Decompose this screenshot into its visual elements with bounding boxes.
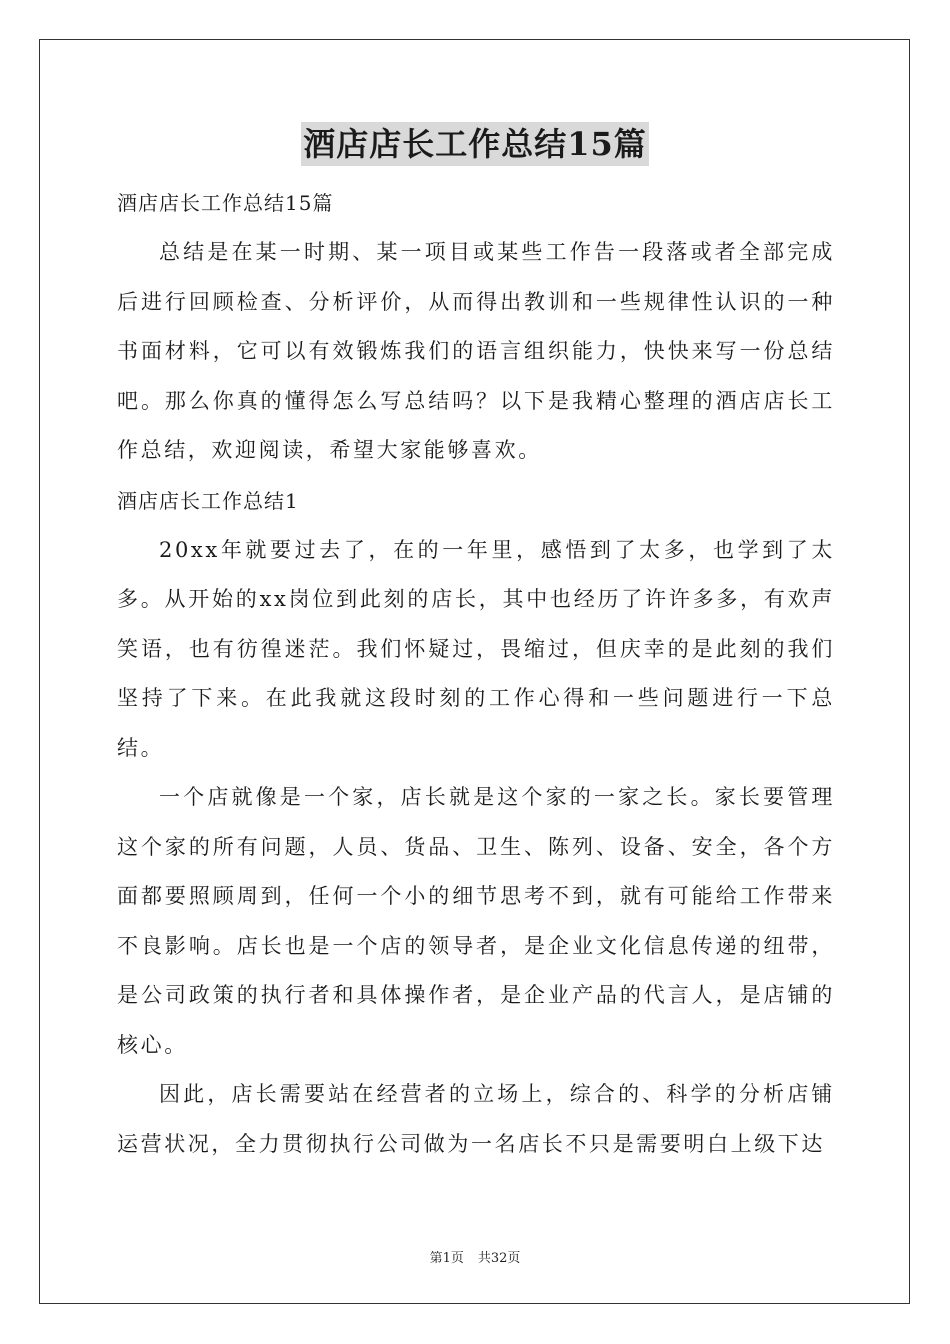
page-number: 第1页 — [429, 1251, 464, 1266]
title-container — [0, 122, 950, 166]
body-paragraph: 一个店就像是一个家，店长就是这个家的一家之长。家长要管理这个家的所有问题，人员、货品、卫生、陈列、设备、安全，各个方面都要照顾周到，任何一个小的细节思考不到，就有可能给工作带来不良影响。店长也是一个店的领导者，是企业文化信息传递的纽带，是公司政策的执行者和具体操作者，是企业产品的代言人，是店铺的核心。 — [117, 785, 835, 1057]
page-total: 共32页 — [477, 1251, 521, 1266]
section-heading: 酒店店长工作总结1 — [117, 488, 299, 513]
document-title: 酒店店长工作总结15篇 — [301, 122, 649, 166]
body-paragraph: 因此，店长需要站在经营者的立场上，综合的、科学的分析店铺运营状况，全力贯彻执行公司做为一名店长不只是需要明白上级下达 — [117, 1082, 835, 1156]
page-footer — [0, 1247, 950, 1266]
intro-paragraph: 总结是在某一时期、某一项目或某些工作告一段落或者全部完成后进行回顾检查、分析评价，从而得出教训和一些规律性认识的一种书面材料，它可以有效锻炼我们的语言组织能力，快快来写一份总结吧。那么你真的懂得怎么写总结吗？以下是我精心整理的酒店店长工作总结，欢迎阅读，希望大家能够喜欢。 — [117, 240, 835, 462]
body-paragraph: 20xx年就要过去了，在的一年里，感悟到了太多，也学到了太多。从开始的xx岗位到此刻的店长，其中也经历了许许多多，有欢声笑语，也有彷徨迷茫。我们怀疑过，畏缩过，但庆幸的是此刻的我们坚持了下来。在此我就这段时刻的工作心得和一些问题进行一下总结。 — [117, 537, 835, 760]
document-body — [117, 178, 835, 1169]
document-subtitle: 酒店店长工作总结15篇 — [117, 191, 334, 215]
